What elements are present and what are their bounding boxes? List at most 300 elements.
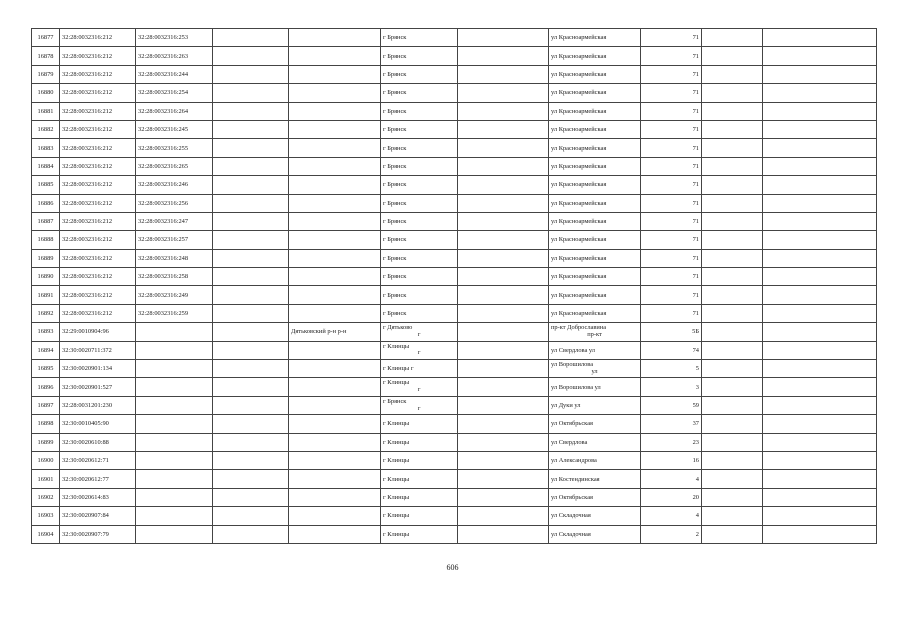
row-number: 16904 bbox=[32, 525, 60, 543]
street: ул Александрова bbox=[549, 451, 641, 469]
empty-cell bbox=[702, 525, 763, 543]
empty-cell bbox=[458, 84, 549, 102]
house-number: 71 bbox=[641, 212, 702, 230]
cadastral-number: 32:28:0032316:212 bbox=[60, 231, 136, 249]
street: ул Ворошилова ул bbox=[549, 378, 641, 396]
district bbox=[289, 507, 381, 525]
empty-cell bbox=[702, 176, 763, 194]
street: ул Красноармейская bbox=[549, 47, 641, 65]
empty-cell bbox=[213, 176, 289, 194]
empty-cell bbox=[763, 231, 877, 249]
empty-cell bbox=[763, 29, 877, 47]
empty-cell bbox=[458, 470, 549, 488]
city: г Клинцы bbox=[381, 451, 458, 469]
district bbox=[289, 120, 381, 138]
cadastral-number-2: 32:28:0032316:256 bbox=[136, 194, 213, 212]
table-row bbox=[32, 470, 877, 488]
house-number: 71 bbox=[641, 102, 702, 120]
row-number: 16895 bbox=[32, 360, 60, 378]
house-number: 71 bbox=[641, 29, 702, 47]
empty-cell bbox=[213, 286, 289, 304]
empty-cell bbox=[213, 194, 289, 212]
empty-cell bbox=[213, 470, 289, 488]
row-number: 16878 bbox=[32, 47, 60, 65]
empty-cell bbox=[213, 47, 289, 65]
empty-cell bbox=[458, 396, 549, 414]
district bbox=[289, 525, 381, 543]
house-number: 71 bbox=[641, 286, 702, 304]
empty-cell bbox=[763, 249, 877, 267]
city: г Брянск bbox=[381, 65, 458, 83]
cadastral-number: 32:28:0032316:212 bbox=[60, 176, 136, 194]
district bbox=[289, 249, 381, 267]
empty-cell bbox=[213, 120, 289, 138]
cadastral-number: 32:28:0032316:212 bbox=[60, 268, 136, 286]
cadastral-number-2 bbox=[136, 341, 213, 359]
row-number: 16888 bbox=[32, 231, 60, 249]
city: г Брянск bbox=[381, 231, 458, 249]
register-rows bbox=[32, 29, 877, 544]
empty-cell bbox=[763, 139, 877, 157]
city-line1: г Клинцы bbox=[383, 379, 410, 387]
table-row bbox=[32, 29, 877, 47]
district bbox=[289, 378, 381, 396]
street: ул Красноармейская bbox=[549, 65, 641, 83]
table-row bbox=[32, 212, 877, 230]
street-line2: ул bbox=[591, 367, 598, 375]
table-row bbox=[32, 176, 877, 194]
district bbox=[289, 176, 381, 194]
cadastral-number-2: 32:28:0032316:248 bbox=[136, 249, 213, 267]
empty-cell bbox=[763, 396, 877, 414]
empty-cell bbox=[213, 139, 289, 157]
cadastral-number-2 bbox=[136, 470, 213, 488]
cadastral-number-2 bbox=[136, 488, 213, 506]
empty-cell bbox=[458, 525, 549, 543]
empty-cell bbox=[763, 286, 877, 304]
empty-cell bbox=[458, 378, 549, 396]
empty-cell bbox=[702, 488, 763, 506]
table-row bbox=[32, 120, 877, 138]
house-number: 71 bbox=[641, 268, 702, 286]
house-number: 5 bbox=[641, 360, 702, 378]
street: ул Красноармейская bbox=[549, 268, 641, 286]
cadastral-number: 32:30:0010405:90 bbox=[60, 415, 136, 433]
house-number: 37 bbox=[641, 415, 702, 433]
row-number: 16899 bbox=[32, 433, 60, 451]
row-number: 16890 bbox=[32, 268, 60, 286]
empty-cell bbox=[213, 249, 289, 267]
row-number: 16900 bbox=[32, 451, 60, 469]
house-number: 71 bbox=[641, 139, 702, 157]
empty-cell bbox=[213, 84, 289, 102]
table-row bbox=[32, 323, 877, 341]
city: г Брянск bbox=[381, 157, 458, 175]
street: ул Красноармейская bbox=[549, 304, 641, 322]
district bbox=[289, 231, 381, 249]
city: г Брянск bbox=[381, 84, 458, 102]
table-row bbox=[32, 194, 877, 212]
city: г Брянск bbox=[381, 120, 458, 138]
city: г Брянск bbox=[381, 29, 458, 47]
district bbox=[289, 102, 381, 120]
empty-cell bbox=[763, 507, 877, 525]
city bbox=[381, 341, 458, 359]
empty-cell bbox=[763, 194, 877, 212]
table-row bbox=[32, 433, 877, 451]
district bbox=[289, 65, 381, 83]
empty-cell bbox=[702, 157, 763, 175]
row-number: 16883 bbox=[32, 139, 60, 157]
cadastral-number-2: 32:28:0032316:247 bbox=[136, 212, 213, 230]
street-line2: пр-кт bbox=[587, 330, 602, 338]
empty-cell bbox=[702, 212, 763, 230]
cadastral-number-2: 32:28:0032316:253 bbox=[136, 29, 213, 47]
district bbox=[289, 157, 381, 175]
street: ул Красноармейская bbox=[549, 286, 641, 304]
empty-cell bbox=[213, 304, 289, 322]
empty-cell bbox=[702, 120, 763, 138]
empty-cell bbox=[702, 378, 763, 396]
row-number: 16889 bbox=[32, 249, 60, 267]
house-number: 71 bbox=[641, 157, 702, 175]
house-number: 71 bbox=[641, 47, 702, 65]
street: ул Красноармейская bbox=[549, 120, 641, 138]
empty-cell bbox=[213, 65, 289, 83]
cadastral-number: 32:30:0020907:84 bbox=[60, 507, 136, 525]
house-number: 4 bbox=[641, 507, 702, 525]
cadastral-number-2: 32:28:0032316:263 bbox=[136, 47, 213, 65]
street: ул Октябрьская bbox=[549, 488, 641, 506]
cadastral-number: 32:30:0020901:134 bbox=[60, 360, 136, 378]
city: г Брянск bbox=[381, 304, 458, 322]
table-row bbox=[32, 451, 877, 469]
street: ул Октябрьская bbox=[549, 415, 641, 433]
row-number: 16903 bbox=[32, 507, 60, 525]
table-row bbox=[32, 360, 877, 378]
empty-cell bbox=[702, 139, 763, 157]
empty-cell bbox=[213, 157, 289, 175]
row-number: 16884 bbox=[32, 157, 60, 175]
table-row bbox=[32, 157, 877, 175]
empty-cell bbox=[702, 29, 763, 47]
street: ул Складочная bbox=[549, 507, 641, 525]
city: г Клинцы bbox=[381, 433, 458, 451]
street: ул Костендинская bbox=[549, 470, 641, 488]
empty-cell bbox=[458, 415, 549, 433]
row-number: 16892 bbox=[32, 304, 60, 322]
empty-cell bbox=[213, 396, 289, 414]
cadastral-number-2: 32:28:0032316:249 bbox=[136, 286, 213, 304]
table-row bbox=[32, 507, 877, 525]
city-line1: г Брянск bbox=[383, 397, 407, 405]
cadastral-number-2 bbox=[136, 415, 213, 433]
house-number: 71 bbox=[641, 304, 702, 322]
table-row bbox=[32, 102, 877, 120]
street: ул Красноармейская bbox=[549, 84, 641, 102]
street: ул Красноармейская bbox=[549, 176, 641, 194]
table-row bbox=[32, 47, 877, 65]
empty-cell bbox=[702, 396, 763, 414]
cadastral-number: 32:28:0032316:212 bbox=[60, 84, 136, 102]
table-row bbox=[32, 488, 877, 506]
table-row bbox=[32, 415, 877, 433]
street: ул Красноармейская bbox=[549, 194, 641, 212]
cadastral-number: 32:28:0031201:230 bbox=[60, 396, 136, 414]
cadastral-number-2: 32:28:0032316:245 bbox=[136, 120, 213, 138]
city-line2: г bbox=[417, 404, 421, 412]
register-table bbox=[31, 28, 877, 544]
table-row bbox=[32, 304, 877, 322]
empty-cell bbox=[702, 194, 763, 212]
cadastral-number-2: 32:28:0032316:254 bbox=[136, 84, 213, 102]
city: г Клинцы bbox=[381, 470, 458, 488]
cadastral-number: 32:30:0020614:83 bbox=[60, 488, 136, 506]
empty-cell bbox=[763, 525, 877, 543]
street-line1: ул Ворошилова bbox=[551, 360, 594, 368]
house-number: 71 bbox=[641, 65, 702, 83]
city: г Брянск bbox=[381, 139, 458, 157]
empty-cell bbox=[213, 488, 289, 506]
cadastral-number: 32:28:0032316:212 bbox=[60, 304, 136, 322]
row-number: 16881 bbox=[32, 102, 60, 120]
row-number: 16902 bbox=[32, 488, 60, 506]
cadastral-number-2: 32:28:0032316:255 bbox=[136, 139, 213, 157]
empty-cell bbox=[702, 231, 763, 249]
street: ул Складочная bbox=[549, 525, 641, 543]
street: ул Красноармейская bbox=[549, 29, 641, 47]
empty-cell bbox=[213, 451, 289, 469]
district bbox=[289, 451, 381, 469]
empty-cell bbox=[702, 433, 763, 451]
empty-cell bbox=[458, 102, 549, 120]
empty-cell bbox=[213, 231, 289, 249]
house-number: 16 bbox=[641, 451, 702, 469]
empty-cell bbox=[213, 102, 289, 120]
street: ул Красноармейская bbox=[549, 212, 641, 230]
city: г Клинцы bbox=[381, 525, 458, 543]
empty-cell bbox=[763, 470, 877, 488]
city-line2: г bbox=[417, 386, 421, 394]
city: г Клинцы bbox=[381, 415, 458, 433]
empty-cell bbox=[763, 176, 877, 194]
empty-cell bbox=[213, 507, 289, 525]
empty-cell bbox=[458, 249, 549, 267]
district bbox=[289, 286, 381, 304]
street: ул Свердлова ул bbox=[549, 341, 641, 359]
empty-cell bbox=[458, 157, 549, 175]
empty-cell bbox=[458, 451, 549, 469]
city-line2: г bbox=[417, 330, 421, 338]
house-number: 71 bbox=[641, 249, 702, 267]
empty-cell bbox=[702, 341, 763, 359]
street: ул Красноармейская bbox=[549, 231, 641, 249]
empty-cell bbox=[702, 507, 763, 525]
city: г Брянск bbox=[381, 212, 458, 230]
table-row bbox=[32, 341, 877, 359]
street: ул Дуки ул bbox=[549, 396, 641, 414]
row-number: 16886 bbox=[32, 194, 60, 212]
house-number: 71 bbox=[641, 84, 702, 102]
cadastral-number-2 bbox=[136, 396, 213, 414]
street: ул Красноармейская bbox=[549, 157, 641, 175]
cadastral-number-2 bbox=[136, 378, 213, 396]
empty-cell bbox=[763, 323, 877, 341]
row-number: 16891 bbox=[32, 286, 60, 304]
empty-cell bbox=[458, 341, 549, 359]
row-number: 16896 bbox=[32, 378, 60, 396]
empty-cell bbox=[702, 268, 763, 286]
empty-cell bbox=[458, 29, 549, 47]
house-number: 3 bbox=[641, 378, 702, 396]
house-number: 59 bbox=[641, 396, 702, 414]
street: ул Красноармейская bbox=[549, 249, 641, 267]
empty-cell bbox=[213, 323, 289, 341]
street: ул Красноармейская bbox=[549, 139, 641, 157]
empty-cell bbox=[213, 212, 289, 230]
street-line1: пр-кт Доброславина bbox=[551, 324, 607, 332]
table-row bbox=[32, 65, 877, 83]
district bbox=[289, 84, 381, 102]
page-number: 606 bbox=[446, 563, 459, 572]
city bbox=[381, 323, 458, 341]
street: ул Красноармейская bbox=[549, 102, 641, 120]
street bbox=[549, 323, 641, 341]
city-line1: г Клинцы bbox=[383, 342, 410, 350]
cadastral-number: 32:29:0010904:96 bbox=[60, 323, 136, 341]
empty-cell bbox=[213, 525, 289, 543]
house-number: 74 bbox=[641, 341, 702, 359]
empty-cell bbox=[763, 360, 877, 378]
city bbox=[381, 396, 458, 414]
street bbox=[549, 360, 641, 378]
empty-cell bbox=[458, 268, 549, 286]
district bbox=[289, 268, 381, 286]
empty-cell bbox=[763, 433, 877, 451]
empty-cell bbox=[213, 268, 289, 286]
house-number: 71 bbox=[641, 231, 702, 249]
table-row bbox=[32, 84, 877, 102]
house-number: 2 bbox=[641, 525, 702, 543]
empty-cell bbox=[763, 212, 877, 230]
empty-cell bbox=[763, 341, 877, 359]
city bbox=[381, 378, 458, 396]
empty-cell bbox=[702, 415, 763, 433]
house-number: 20 bbox=[641, 488, 702, 506]
empty-cell bbox=[213, 378, 289, 396]
row-number: 16894 bbox=[32, 341, 60, 359]
cadastral-number: 32:28:0032316:212 bbox=[60, 212, 136, 230]
empty-cell bbox=[702, 470, 763, 488]
row-number: 16885 bbox=[32, 176, 60, 194]
empty-cell bbox=[458, 507, 549, 525]
cadastral-number: 32:30:0020711:372 bbox=[60, 341, 136, 359]
cadastral-number-2 bbox=[136, 360, 213, 378]
city: г Брянск bbox=[381, 176, 458, 194]
cadastral-number-2: 32:28:0032316:246 bbox=[136, 176, 213, 194]
district bbox=[289, 29, 381, 47]
cadastral-number: 32:28:0032316:212 bbox=[60, 102, 136, 120]
empty-cell bbox=[702, 65, 763, 83]
empty-cell bbox=[458, 488, 549, 506]
district bbox=[289, 341, 381, 359]
row-number: 16893 bbox=[32, 323, 60, 341]
cadastral-number: 32:28:0032316:212 bbox=[60, 139, 136, 157]
district bbox=[289, 47, 381, 65]
cadastral-number-2: 32:28:0032316:264 bbox=[136, 102, 213, 120]
cadastral-number: 32:28:0032316:212 bbox=[60, 47, 136, 65]
row-number: 16880 bbox=[32, 84, 60, 102]
table-row bbox=[32, 139, 877, 157]
cadastral-number: 32:30:0020901:527 bbox=[60, 378, 136, 396]
row-number: 16879 bbox=[32, 65, 60, 83]
empty-cell bbox=[458, 360, 549, 378]
row-number: 16877 bbox=[32, 29, 60, 47]
empty-cell bbox=[702, 323, 763, 341]
empty-cell bbox=[763, 488, 877, 506]
district bbox=[289, 396, 381, 414]
empty-cell bbox=[763, 84, 877, 102]
district bbox=[289, 360, 381, 378]
district bbox=[289, 470, 381, 488]
cadastral-number-2: 32:28:0032316:244 bbox=[136, 65, 213, 83]
empty-cell bbox=[458, 231, 549, 249]
city: г Брянск bbox=[381, 102, 458, 120]
empty-cell bbox=[763, 47, 877, 65]
cadastral-number: 32:28:0032316:212 bbox=[60, 120, 136, 138]
table-row bbox=[32, 525, 877, 543]
city-line2: г bbox=[417, 349, 421, 357]
house-number: 71 bbox=[641, 194, 702, 212]
empty-cell bbox=[702, 249, 763, 267]
house-number: 71 bbox=[641, 120, 702, 138]
empty-cell bbox=[763, 268, 877, 286]
city-line1: г Дятьково bbox=[383, 324, 413, 332]
empty-cell bbox=[702, 304, 763, 322]
empty-cell bbox=[458, 65, 549, 83]
cadastral-number: 32:28:0032316:212 bbox=[60, 157, 136, 175]
empty-cell bbox=[213, 415, 289, 433]
empty-cell bbox=[702, 286, 763, 304]
cadastral-number-2 bbox=[136, 525, 213, 543]
empty-cell bbox=[763, 304, 877, 322]
table-row bbox=[32, 378, 877, 396]
empty-cell bbox=[702, 102, 763, 120]
empty-cell bbox=[763, 65, 877, 83]
empty-cell bbox=[763, 451, 877, 469]
cadastral-number-2 bbox=[136, 323, 213, 341]
empty-cell bbox=[763, 157, 877, 175]
district bbox=[289, 194, 381, 212]
house-number: 5Б bbox=[641, 323, 702, 341]
house-number: 71 bbox=[641, 176, 702, 194]
empty-cell bbox=[458, 120, 549, 138]
district: Дятьковский р-н р-н bbox=[289, 323, 381, 341]
empty-cell bbox=[458, 139, 549, 157]
table-row bbox=[32, 249, 877, 267]
empty-cell bbox=[763, 415, 877, 433]
city: г Брянск bbox=[381, 47, 458, 65]
row-number: 16882 bbox=[32, 120, 60, 138]
cadastral-number-2: 32:28:0032316:257 bbox=[136, 231, 213, 249]
city: г Брянск bbox=[381, 286, 458, 304]
city: г Брянск bbox=[381, 268, 458, 286]
empty-cell bbox=[458, 286, 549, 304]
cadastral-number-2: 32:28:0032316:259 bbox=[136, 304, 213, 322]
cadastral-number: 32:30:0020612:77 bbox=[60, 470, 136, 488]
row-number: 16898 bbox=[32, 415, 60, 433]
table-row bbox=[32, 286, 877, 304]
